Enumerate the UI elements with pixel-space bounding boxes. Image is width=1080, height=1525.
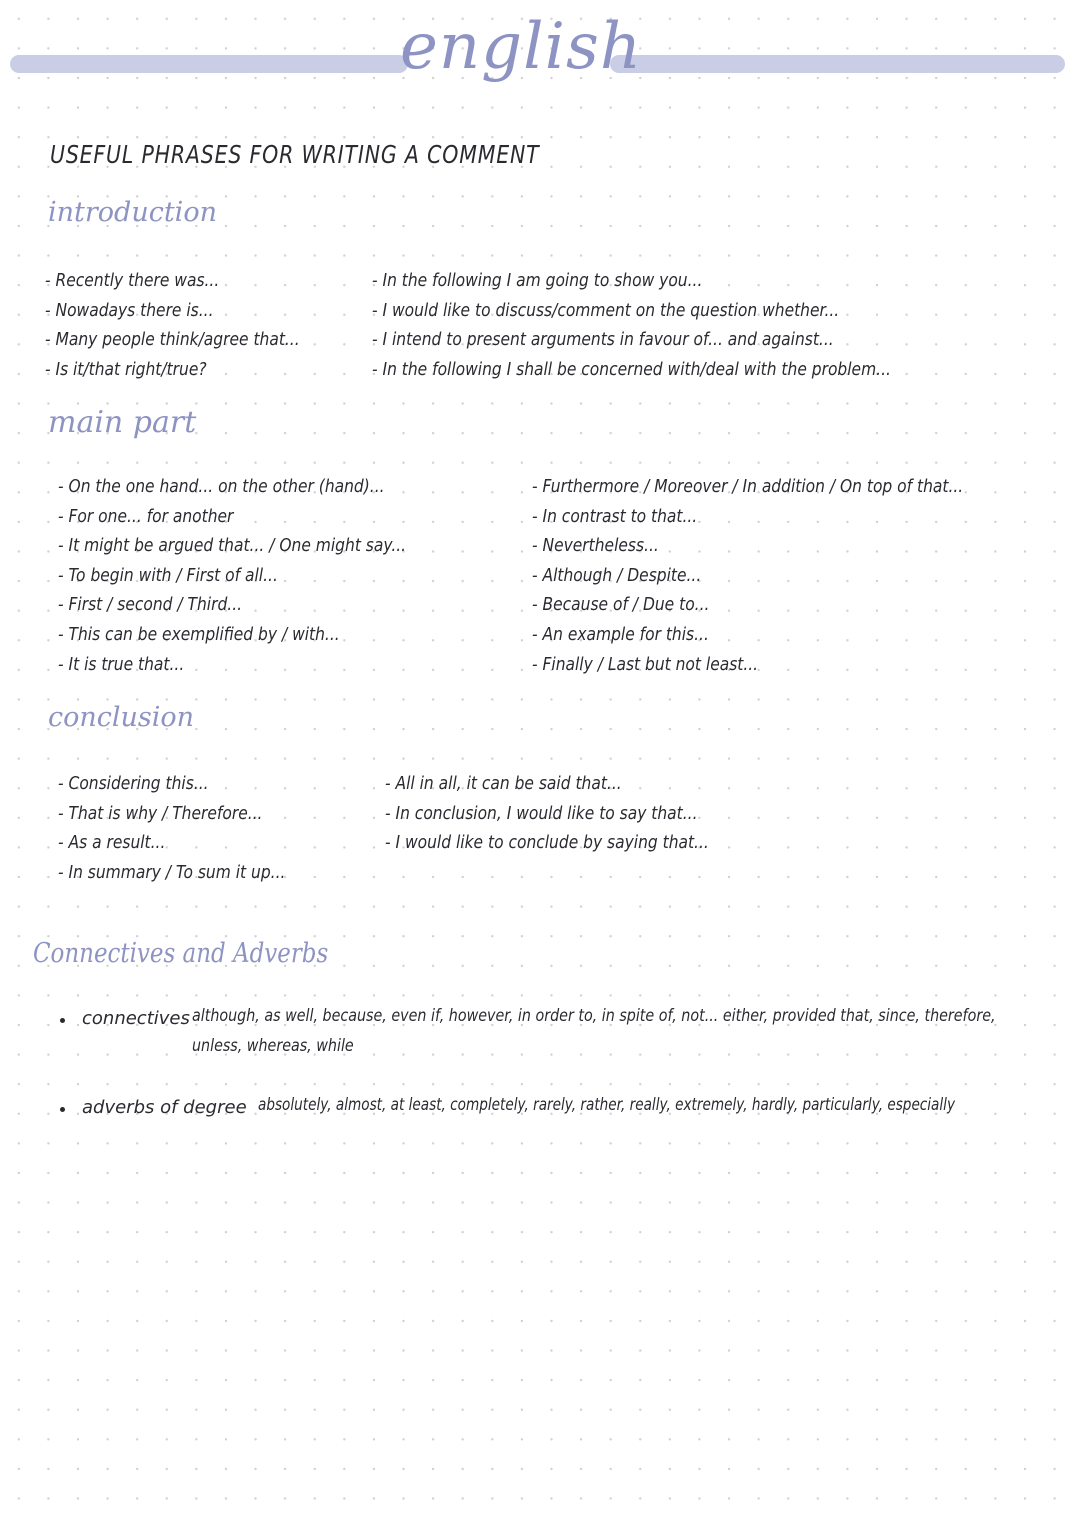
list-item: - Nevertheless... [532, 531, 963, 561]
section-heading-connectives-adverbs: Connectives and Adverbs [33, 938, 329, 969]
list-item: - Finally / Last but not least... [532, 650, 963, 680]
list-item: - Although / Despite... [532, 561, 963, 591]
list-item: - For one... for another [58, 502, 406, 532]
list-item: - In contrast to that... [532, 502, 963, 532]
list-item: - That is why / Therefore... [58, 799, 285, 829]
list-item: - In the following I am going to show you... [372, 266, 891, 296]
list-item: - It might be argued that... / One might say... [58, 531, 406, 561]
list-item: - An example for this... [532, 620, 963, 650]
connectives-text: although, as well, because, even if, however, in order to, in spite of, not... either, provided that, since, therefore, unless, whereas, while [192, 1006, 996, 1056]
introduction-left-list [45, 266, 300, 384]
list-item: - I would like to conclude by saying that... [385, 828, 709, 858]
list-item: - In summary / To sum it up... [58, 858, 285, 888]
list-item: - I would like to discuss/comment on the question whether... [372, 296, 891, 326]
banner-bar-right [610, 55, 1065, 73]
list-item: - I intend to present arguments in favour of... and against... [372, 325, 891, 355]
list-item: - Because of / Due to... [532, 590, 963, 620]
list-item: - Nowadays there is... [45, 296, 300, 326]
section-heading-introduction: introduction [48, 197, 217, 228]
main-part-right-list [532, 472, 963, 679]
banner-bar-left [10, 55, 408, 73]
section-heading-conclusion: conclusion [48, 702, 195, 733]
list-item: - Is it/that right/true? [45, 355, 300, 385]
conclusion-left-list [58, 769, 285, 887]
list-item: - Considering this... [58, 769, 285, 799]
list-item: - First / second / Third... [58, 590, 406, 620]
introduction-right-list [372, 266, 891, 384]
conclusion-right-list [385, 769, 709, 858]
main-part-left-list [58, 472, 406, 679]
list-item: - This can be exemplified by / with... [58, 620, 406, 650]
list-item: - On the one hand... on the other (hand)... [58, 472, 406, 502]
bullet-dot-icon [60, 1107, 65, 1112]
bullet-dot-icon [60, 1018, 65, 1023]
list-item: - All in all, it can be said that... [385, 769, 709, 799]
adverbs-label: adverbs of degree [82, 1097, 247, 1118]
list-item: - As a result... [58, 828, 285, 858]
adverbs-text: absolutely, almost, at least, completely, rarely, rather, really, extremely, hardly, particularly, especially [258, 1095, 955, 1115]
connectives-label: connectives [82, 1008, 190, 1029]
list-item: - It is true that... [58, 650, 406, 680]
section-heading-main-part: main part [48, 405, 197, 440]
list-item: - To begin with / First of all... [58, 561, 406, 591]
page-title: USEFUL PHRASES FOR WRITING A COMMENT [50, 140, 540, 169]
list-item: - Furthermore / Moreover / In addition / On top of that... [532, 472, 963, 502]
list-item: - In the following I shall be concerned with/deal with the problem... [372, 355, 891, 385]
list-item: - Many people think/agree that... [45, 325, 300, 355]
list-item: - In conclusion, I would like to say that... [385, 799, 709, 829]
list-item: - Recently there was... [45, 266, 300, 296]
banner-title: english [400, 10, 643, 84]
